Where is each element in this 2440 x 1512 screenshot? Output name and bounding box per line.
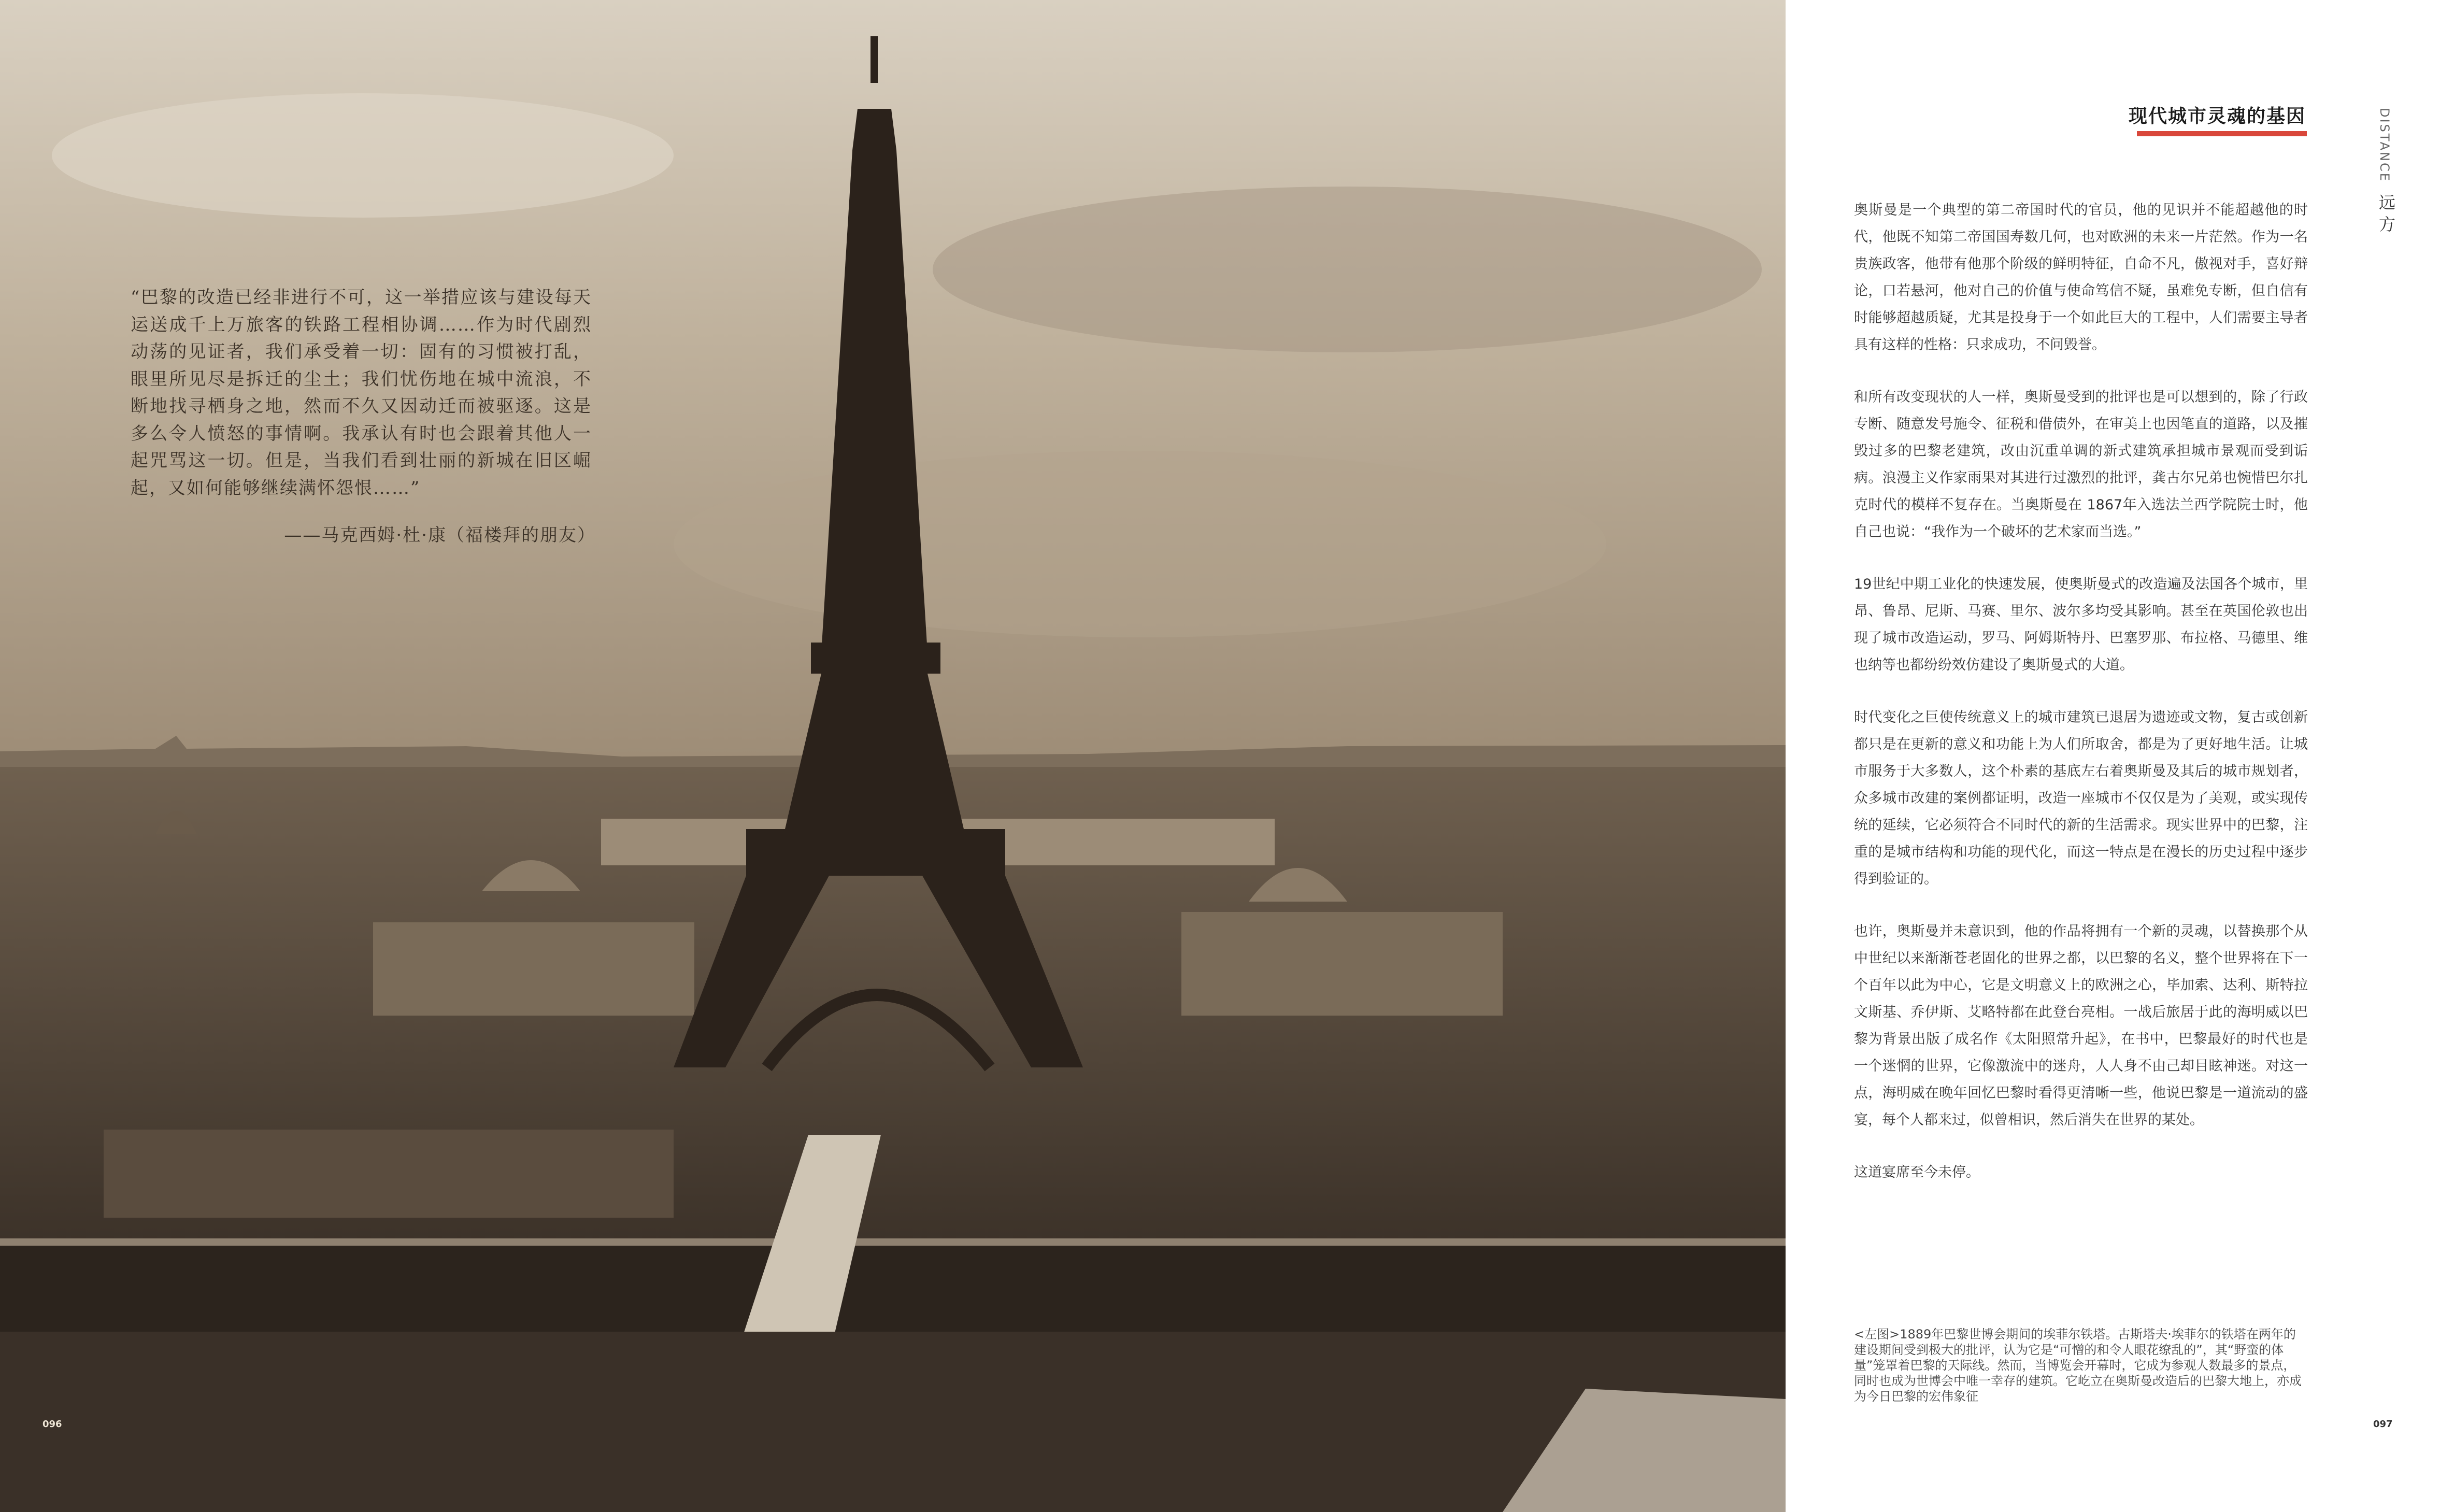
quote-attribution: ——马克西姆·杜·康（福楼拜的朋友）	[284, 525, 596, 546]
paragraph: 奥斯曼是一个典型的第二帝国时代的官员，他的见识并不能超越他的时代，他既不知第二帝国国寿数几何，也对欧洲的未来一片茫然。作为一名贵族政客，他带有他那个阶级的鲜明特征，自命不凡，傲视对手，喜好辩论，口若悬河，他对自己的价值与使命笃信不疑，虽难免专断，但自信有时能够超越质疑，尤其是投身于一个如此巨大的工程中，人们需要主导者具有这样的性格：只求成功，不问毁誉。	[1854, 202, 2308, 353]
cloud	[674, 451, 1606, 637]
paragraph: 和所有改变现状的人一样，奥斯曼受到的批评也是可以想到的，除了行政专断、随意发号施令、征税和借债外，在审美上也因笔直的道路，以及摧毁过多的巴黎老建筑，改由沉重单调的新式建筑承担城市景观而受到诟病。浪漫主义作家雨果对其进行过激烈的批评，龚古尔兄弟也惋惜巴尔扎克时代的模样不复存在。当奥斯曼在 1867年入选法兰西学院院士时，他自己也说：“我作为一个破坏的艺术家而当选。”	[1854, 389, 2308, 540]
side-label-en: DISTANCE	[2377, 108, 2392, 182]
side-label-zh: 远方	[2376, 194, 2396, 237]
cloud	[52, 93, 674, 218]
quote-text: “巴黎的改造已经非进行不可，这一举措应该与建设每天运送成千上万旅客的铁路工程相协调……作为时代剧烈动荡的见证者，我们承受着一切：固有的习惯被打乱，眼里所见尽是拆迁的尘土；我们忧伤地在城中流浪，不断地找寻栖身之地，然而不久又因动迁而被驱逐。这是多么令人愤怒的事情啊。我承认有时也会跟着其他人一起咒骂这一切。但是，当我们看到壮丽的新城在旧区崛起，又如何能够继续满怀怨恨……”	[131, 287, 592, 498]
foreground-bank	[0, 1332, 1786, 1512]
paragraph: 时代变化之巨使传统意义上的城市建筑已退居为遗迹或文物，复古或创新都只是在更新的意义和功能上为人们所取舍，都是为了更好地生活。让城市服务于大多数人，这个朴素的基底左右着奥斯曼及其后的城市规划者，众多城市改建的案例都证明，改造一座城市不仅仅是为了美观，或实现传统的延续，它必须符合不同时代的新的生活需求。现实世界中的巴黎，注重的是城市结构和功能的现代化，而这一特点是在漫长的历史过程中逐步得到验证的。	[1854, 709, 2308, 887]
article-body	[1854, 197, 2308, 1211]
photo-caption: <左图>1889年巴黎世博会期间的埃菲尔铁塔。古斯塔夫·埃菲尔的铁塔在两年的建设期间受到极大的批评，认为它是“可憎的和令人眼花缭乱的”，其“野蛮的体量”笼罩着巴黎的天际线。然而，当博览会开幕时，它成为参观人数最多的景点，同时也成为世博会中唯一幸存的建筑。它屹立在奥斯曼改造后的巴黎大地上，亦成为今日巴黎的宏伟象征	[1854, 1327, 2302, 1404]
cloud	[933, 187, 1762, 352]
title-underline	[2137, 131, 2307, 136]
seine-river	[0, 1244, 1786, 1332]
quay	[0, 1238, 1786, 1246]
pavilion	[104, 1130, 674, 1218]
section-title: 现代城市灵魂的基因	[2128, 106, 2306, 127]
paragraph: 这道宴席至今未停。	[1854, 1164, 1980, 1180]
paragraph: 19世纪中期工业化的快速发展，使奥斯曼式的改造遍及法国各个城市，里昂、鲁昂、尼斯、马赛、里尔、波尔多均受其影响。甚至在英国伦敦也出现了城市改造运动，罗马、阿姆斯特丹、巴塞罗那、布拉格、马德里、维也纳等也都纷纷效仿建设了奥斯曼式的大道。	[1854, 576, 2308, 673]
page-number-left: 096	[42, 1419, 62, 1430]
paragraph: 也许，奥斯曼并未意识到，他的作品将拥有一个新的灵魂，以替换那个从中世纪以来渐渐苍老固化的世界之都，以巴黎的名义，整个世界将在下一个百年以此为中心，它是文明意义上的欧洲之心，毕加索、达利、斯特拉文斯基、乔伊斯、艾略特都在此登台亮相。一战后旅居于此的海明威以巴黎为背景出版了成名作《太阳照常升起》，在书中，巴黎最好的时代也是一个迷惘的世界，它像激流中的迷舟，人人身不由己却目眩神迷。对这一点，海明威在晚年回忆巴黎时看得更清晰一些，他说巴黎是一道流动的盛宴，每个人都来过，似曾相识，然后消失在世界的某处。	[1854, 923, 2308, 1128]
palace-right	[1181, 912, 1503, 1016]
palace-left	[373, 922, 694, 1016]
page-number-right: 097	[2373, 1419, 2393, 1430]
